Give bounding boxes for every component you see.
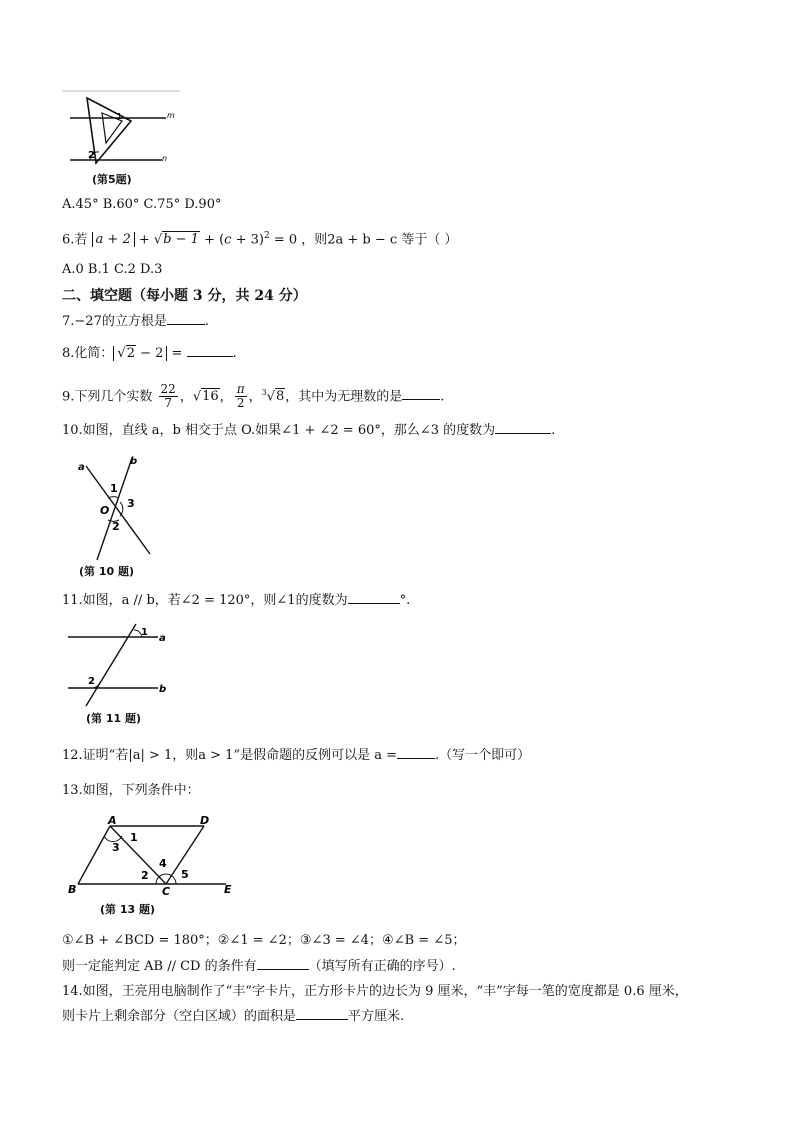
q14-line-2: 则卡片上剩余部分（空白区域）的面积是 平方厘米. <box>62 1009 405 1024</box>
q10-answer-blank[interactable] <box>495 421 551 434</box>
q14-line-1: 14.如图，王亮用电脑制作了“丰”字卡片，正方形卡片的边长为 9 厘米，“丰”字每一笔的宽度都是 0.6 厘米， <box>62 984 688 999</box>
q5-caption: (第5题) <box>92 173 132 186</box>
q12-answer-blank[interactable] <box>397 746 435 759</box>
q10-angle-2: 2 <box>112 520 120 533</box>
q7-question: 7.−27的立方根是 . <box>62 314 209 329</box>
q8-question: 8.化简： √2 − 2 = . <box>62 346 237 361</box>
q13-point-a: A <box>108 814 117 827</box>
q6-question: 6.若 $a + 2 + √b - 1 + (c + 3)^2 = 0$ ，则2a + b − c 等于（ ） <box>62 231 458 248</box>
q11-line-a: a <box>159 633 166 644</box>
q13-point-e: E <box>224 883 232 896</box>
q13-angle-4: 4 <box>159 857 167 870</box>
q5-line-n: n <box>162 154 168 163</box>
q13-caption: (第 13 题) <box>100 903 156 916</box>
q9-question: 9.下列几个实数 $\frac{22}{7}$ ，√16， $\frac{\pi}{2}$ ，$^3$√8，其中为无理数的是 . <box>62 382 445 411</box>
q10-angle-1: 1 <box>110 482 118 495</box>
q9-answer-blank[interactable] <box>402 387 440 400</box>
q13-point-c: C <box>162 885 171 898</box>
q12-question: 12.证明“若|a| > 1，则a > 1”是假命题的反例可以是 a = .（写一个即可） <box>62 748 531 763</box>
q13-angle-3: 3 <box>112 841 120 854</box>
q14-answer-blank[interactable] <box>296 1007 348 1020</box>
q6-prefix: 6.若 <box>62 232 88 248</box>
q11-angle-1: 1 <box>141 627 148 638</box>
q10-figure <box>72 450 172 570</box>
q6-options: A.0 B.1 C.2 D.3 <box>62 262 163 277</box>
section-2-title: 二、填空题（每小题 3 分，共 24 分） <box>62 288 307 304</box>
q10-question: 10.如图，直线 a，b 相交于点 O.如果∠1 + ∠2 = 60°，那么∠3 的度数为 . <box>62 423 556 438</box>
q13-angle-5: 5 <box>181 868 189 881</box>
q6-middle: ，则2a + b − c 等于（ ） <box>301 232 458 248</box>
q5-figure <box>62 88 182 178</box>
q10-point-o: O <box>100 504 110 517</box>
q8-answer-blank[interactable] <box>187 344 233 357</box>
q13-ask: 则一定能判定 AB // CD 的条件有 （填写所有正确的序号）. <box>62 959 456 974</box>
q11-answer-blank[interactable] <box>348 591 400 604</box>
q13-conditions: ①∠B + ∠BCD = 180°；②∠1 = ∠2；③∠3 = ∠4；④∠B = ∠5； <box>62 933 466 948</box>
q11-caption: (第 11 题) <box>86 712 142 725</box>
q13-answer-blank[interactable] <box>257 957 309 970</box>
q11-figure <box>64 620 174 708</box>
q5-line-m: m <box>167 111 175 120</box>
q11-line-b: b <box>159 684 167 695</box>
q10-line-b: b <box>130 456 138 467</box>
q7-answer-blank[interactable] <box>167 312 205 325</box>
q10-angle-3: 3 <box>127 497 135 510</box>
q13-angle-2: 2 <box>141 869 149 882</box>
q13-point-b: B <box>68 883 77 896</box>
q11-question: 11.如图，a // b，若∠2 = 120°，则∠1的度数为 °. <box>62 593 411 608</box>
q5-angle-2: 2 <box>88 150 95 161</box>
q13-angle-1: 1 <box>130 831 138 844</box>
q5-options: A.45° B.60° C.75° D.90° <box>62 197 222 212</box>
q13-point-d: D <box>200 814 210 827</box>
q13-figure <box>64 812 244 898</box>
q10-line-a: a <box>78 462 85 473</box>
q13-question: 13.如图，下列条件中： <box>62 783 200 798</box>
q10-caption: (第 10 题) <box>79 565 135 578</box>
q11-angle-2: 2 <box>88 676 95 687</box>
q5-angle-1: 1 <box>117 112 123 121</box>
